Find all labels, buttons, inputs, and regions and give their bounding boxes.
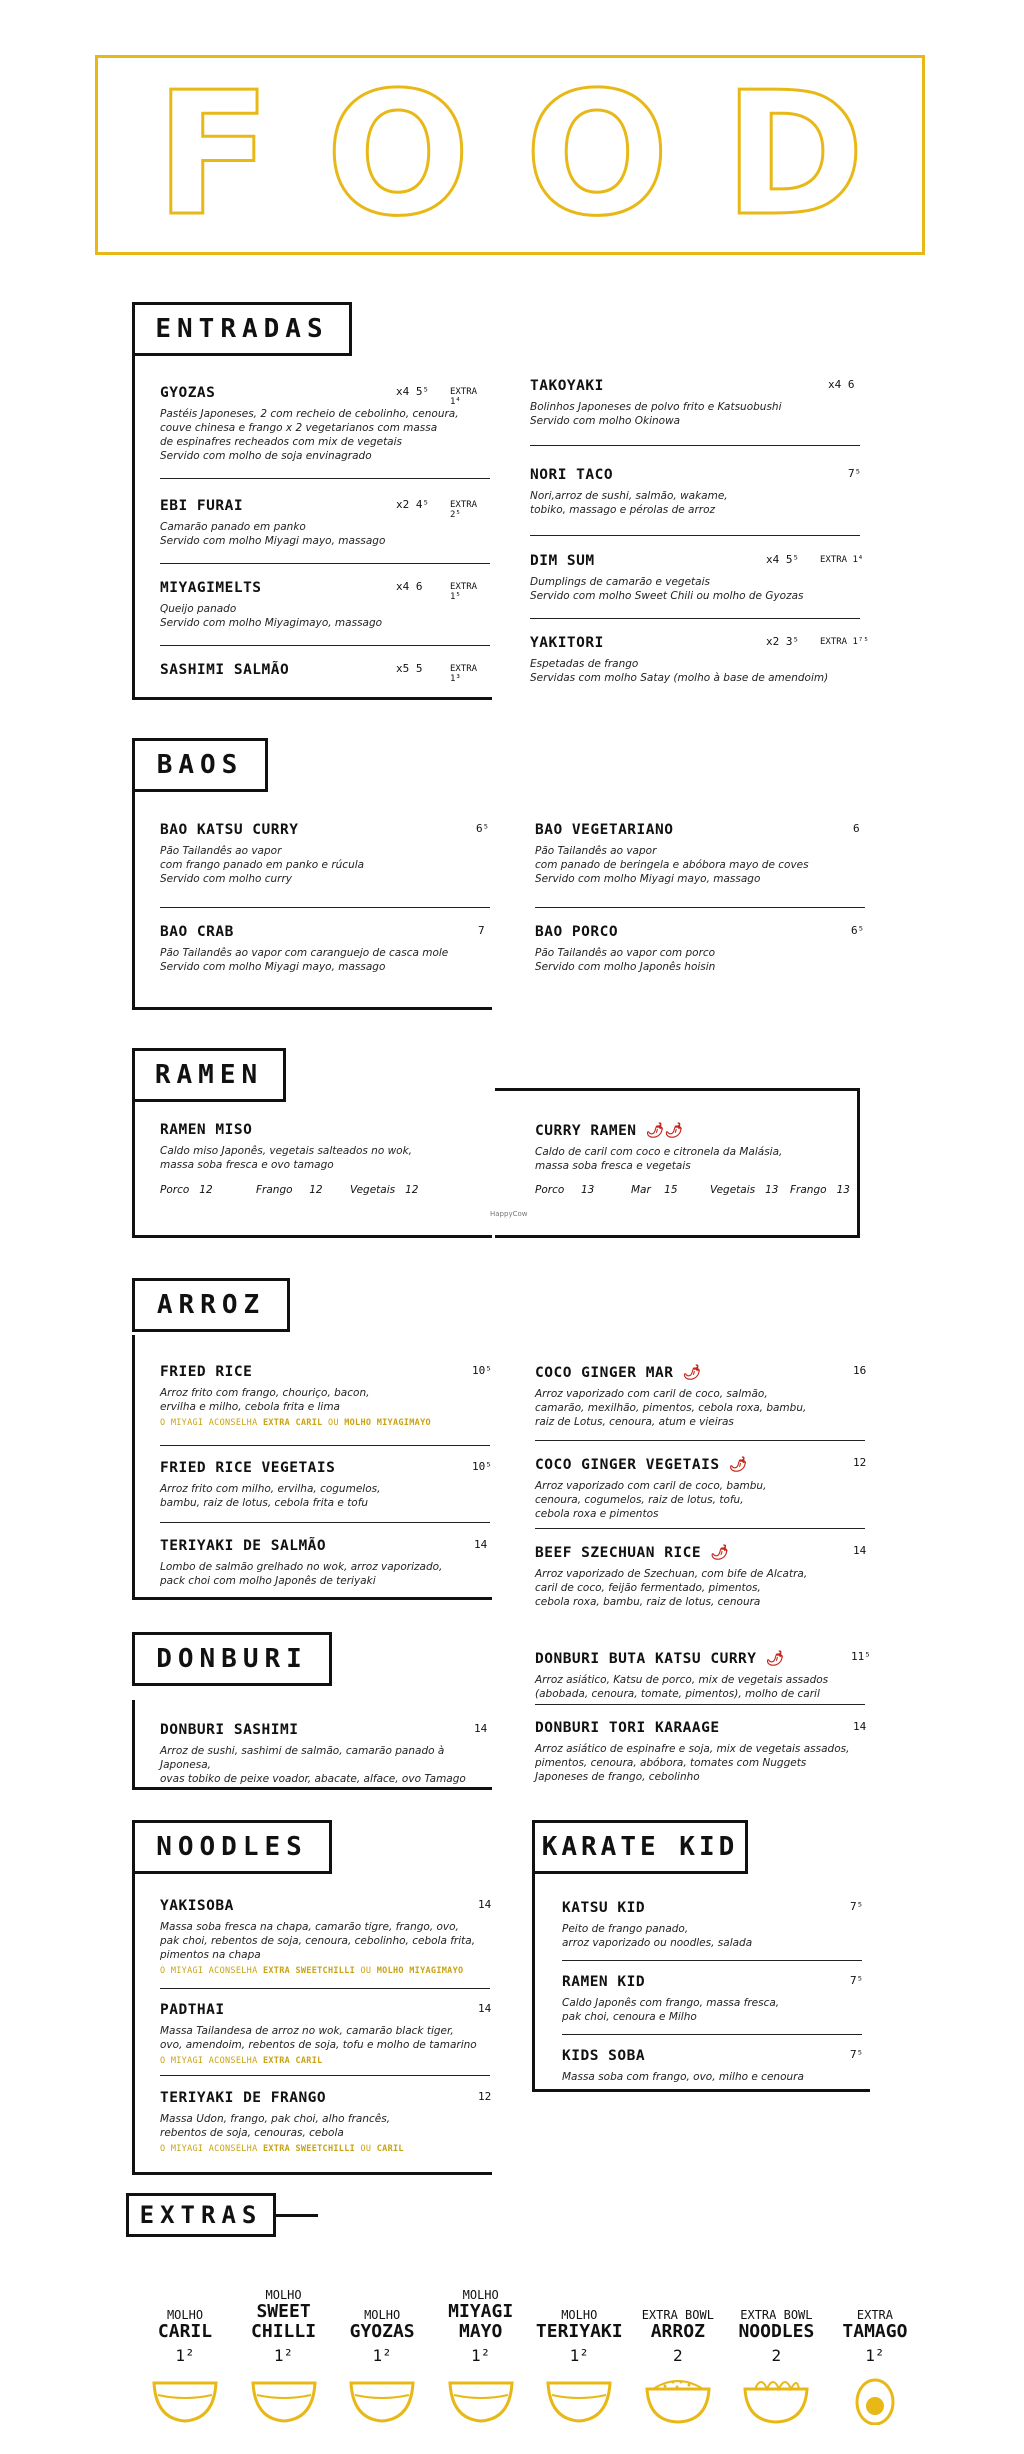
item-price: 14 xyxy=(474,1538,488,1551)
divider xyxy=(535,1440,865,1441)
extra-price: 1² xyxy=(471,2346,491,2365)
extra-type: MOLHO xyxy=(561,2308,598,2322)
extra-item-tamago xyxy=(830,2245,920,2425)
divider xyxy=(535,1528,865,1529)
menu-item xyxy=(535,924,865,974)
item-price: 14 xyxy=(478,2002,492,2015)
chili-icon: 🌶 xyxy=(682,1365,702,1381)
chili-icon: 🌶 xyxy=(710,1545,730,1561)
item-extra: EXTRA 1⁵ xyxy=(450,582,478,602)
extra-name: NOODLES xyxy=(738,2321,815,2342)
extra-item-sweet-chilli xyxy=(239,2245,329,2425)
section-title-baos: BAOS xyxy=(132,738,268,792)
variant-price: Mar 15 xyxy=(631,1184,678,1196)
item-name: MIYAGIMELTS xyxy=(160,580,262,596)
extra-name: MIYAGI MAYO xyxy=(448,2301,514,2342)
menu-item xyxy=(530,553,870,603)
extra-type: EXTRA xyxy=(856,2308,893,2322)
divider xyxy=(160,645,490,646)
egg-icon xyxy=(840,2375,910,2425)
extra-item-miyagi-mayo xyxy=(436,2245,526,2425)
extra-price: 2 xyxy=(672,2346,683,2365)
menu-item xyxy=(160,1122,480,1202)
menu-item xyxy=(530,467,860,517)
menu-item xyxy=(562,1974,862,2024)
item-description: Massa Udon, frango, pak choi, alho francês, rebentos de soja, cenouras, cebola xyxy=(160,2113,391,2139)
item-name: NORI TACO xyxy=(530,467,614,483)
extra-type: MOLHO xyxy=(166,2308,204,2322)
item-name: CURRY RAMEN 🌶🌶 xyxy=(535,1123,684,1139)
section-title-entradas: ENTRADAS xyxy=(132,302,352,356)
section-title-arroz: ARROZ xyxy=(132,1278,290,1332)
item-name: COCO GINGER MAR 🌶 xyxy=(535,1365,702,1381)
extra-price: 1² xyxy=(273,2346,294,2365)
divider xyxy=(562,1960,862,1961)
item-name: COCO GINGER VEGETAIS 🌶 xyxy=(535,1457,748,1473)
item-extra: EXTRA 1³ xyxy=(450,664,478,684)
item-description: Caldo Japonês com frango, massa fresca, pak choi, cenoura e Milho xyxy=(562,1997,780,2023)
item-price: 7⁵ xyxy=(850,1974,864,1987)
item-name: BAO PORCO xyxy=(535,924,619,940)
menu-item xyxy=(530,378,860,428)
item-extra: EXTRA 1⁴ xyxy=(450,387,478,407)
item-extra: EXTRA 1⁷⁵ xyxy=(820,637,869,647)
item-price: 14 xyxy=(853,1544,867,1557)
title-letter: D xyxy=(723,56,865,254)
item-name: DIM SUM xyxy=(530,553,595,569)
rice-bowl-icon xyxy=(643,2375,713,2425)
item-price: 6 xyxy=(853,822,860,835)
item-qty: x4 5⁵ xyxy=(766,553,800,566)
extra-item-teriyaki xyxy=(534,2245,624,2425)
divider xyxy=(160,478,490,479)
title-letter: O xyxy=(524,56,670,254)
item-price: 14 xyxy=(853,1720,867,1733)
extra-name: SWEET CHILLI xyxy=(251,2301,317,2342)
divider xyxy=(160,907,490,908)
menu-item xyxy=(160,2002,490,2066)
divider xyxy=(160,2075,490,2076)
menu-item xyxy=(530,635,870,685)
menu-item xyxy=(160,580,490,630)
item-name: BEEF SZECHUAN RICE 🌶 xyxy=(535,1545,730,1561)
item-description: Espetadas de frango Servidas com molho Satay (molho à base de amendoim) xyxy=(530,658,829,684)
chili-icon: 🌶 xyxy=(728,1457,748,1473)
menu-item xyxy=(160,1722,490,1786)
noodle-bowl-icon xyxy=(741,2375,811,2425)
bowl-icon xyxy=(347,2375,417,2425)
item-price: 14 xyxy=(474,1722,488,1735)
menu-item xyxy=(562,1900,862,1950)
divider xyxy=(160,1445,490,1446)
menu-item xyxy=(160,1898,490,1976)
divider xyxy=(160,1522,490,1523)
extra-price: 1² xyxy=(372,2346,392,2365)
extra-item-arroz xyxy=(633,2245,723,2425)
item-qty: x4 6 xyxy=(396,580,423,593)
divider xyxy=(160,1988,490,1989)
item-price: 7 xyxy=(478,924,485,937)
item-description: Bolinhos Japoneses de polvo frito e Katsuobushi Servido com molho Okinowa xyxy=(530,401,782,427)
extra-name: TERIYAKI xyxy=(535,2321,623,2342)
menu-item xyxy=(160,385,490,463)
item-description: Arroz frito com milho, ervilha, cogumelos, bambu, raiz de lotus, cebola frita e tofu xyxy=(160,1483,381,1509)
extra-name: ARROZ xyxy=(650,2321,705,2342)
divider xyxy=(160,563,490,564)
variant-price: Vegetais 12 xyxy=(350,1184,419,1196)
extra-name: GYOZAS xyxy=(349,2321,415,2342)
item-price: 14 xyxy=(478,1898,492,1911)
extra-price: 2 xyxy=(771,2346,782,2365)
menu-item xyxy=(160,2090,490,2154)
bowl-icon xyxy=(544,2375,614,2425)
divider xyxy=(530,618,860,619)
item-description: Pão Tailandês ao vapor com panado de beringela e abóbora mayo de coves Servido com molho Miyagi mayo, massago xyxy=(535,845,809,885)
menu-item xyxy=(562,2048,862,2084)
divider xyxy=(276,2214,318,2217)
item-name: YAKITORI xyxy=(530,635,604,651)
item-description: Arroz vaporizado com caril de coco, bambu, cenoura, cogumelos, raiz de lotus, tofu, cebola roxa e pimentos xyxy=(535,1480,767,1520)
item-description: Caldo de caril com coco e citronela da Malásia, massa soba fresca e vegetais xyxy=(535,1146,783,1172)
extra-name: CARIL xyxy=(157,2321,213,2342)
menu-item xyxy=(535,1544,865,1609)
item-price: 6⁵ xyxy=(851,924,865,937)
item-name: DONBURI BUTA KATSU CURRY 🌶 xyxy=(535,1651,785,1667)
item-description: Pastéis Japoneses, 2 com recheio de cebolinho, cenoura, couve chinesa e frango x 2 vegetarianos com massa de espinafres recheados com mix de vegetais Servido com molho de soja envinagrado xyxy=(160,408,459,462)
item-price: 11⁵ xyxy=(851,1650,871,1663)
item-qty: x2 4⁵ xyxy=(396,498,430,511)
menu-item xyxy=(160,498,490,548)
menu-item xyxy=(535,822,865,886)
item-description: Caldo miso Japonês, vegetais salteados no wok, massa soba fresca e ovo tamago xyxy=(160,1145,413,1171)
item-price: 10⁵ xyxy=(472,1364,492,1377)
extra-item-caril xyxy=(140,2245,230,2425)
title-letter: F xyxy=(155,56,272,254)
extra-name: TAMAGO xyxy=(842,2321,908,2342)
item-extra: EXTRA 1⁴ xyxy=(820,555,864,565)
item-description: Camarão panado em panko Servido com molho Miyagi mayo, massago xyxy=(160,521,386,547)
bowl-icon xyxy=(150,2375,220,2425)
item-description: Arroz asiático, Katsu de porco, mix de vegetais assados (abobada, cenoura, tomate, pimentos), molho de caril xyxy=(535,1674,829,1700)
menu-item xyxy=(535,1456,865,1521)
recommendation-note: O MIYAGI ACONSELHA EXTRA SWEETCHILLI OU MOLHO MIYAGIMAYO xyxy=(160,1966,464,1976)
extra-price: 1² xyxy=(865,2346,885,2365)
menu-item xyxy=(535,1650,875,1701)
bowl-icon xyxy=(249,2375,319,2425)
item-name: PADTHAI xyxy=(160,2002,225,2018)
item-description: Pão Tailandês ao vapor com frango panado em panko e rúcula Servido com molho curry xyxy=(160,845,365,885)
item-description: Arroz vaporizado com caril de coco, salmão, camarão, mexilhão, pimentos, cebola roxa, bambu, raiz de Lotus, cenoura, atum e vieiras xyxy=(535,1388,807,1428)
item-qty: x5 5 xyxy=(396,662,423,675)
item-description: Arroz de sushi, sashimi de salmão, camarão panado à Japonesa, ovas tobiko de peixe voador, abacate, alface, ovo Tamago xyxy=(160,1745,466,1785)
variant-price: Porco 13 xyxy=(535,1184,595,1196)
divider xyxy=(530,445,860,446)
extras-list xyxy=(140,2245,920,2425)
section-title-karate-kid: KARATE KID xyxy=(532,1820,748,1874)
item-name: RAMEN KID xyxy=(562,1974,646,1990)
variant-price: Porco 12 xyxy=(160,1184,213,1196)
variant-price: Frango 13 xyxy=(790,1184,850,1196)
extra-type: MOLHO xyxy=(265,2288,302,2302)
section-title-noodles: NOODLES xyxy=(132,1820,332,1874)
menu-item xyxy=(160,1364,490,1428)
extra-price: 1² xyxy=(175,2346,195,2365)
menu-item xyxy=(160,924,490,974)
menu-item xyxy=(160,1460,490,1510)
item-name: EBI FURAI xyxy=(160,498,244,514)
menu-item xyxy=(535,1720,875,1784)
item-name: DONBURI SASHIMI xyxy=(160,1722,299,1738)
item-name: FRIED RICE xyxy=(160,1364,253,1380)
item-price: 7⁵ xyxy=(850,1900,864,1913)
item-description: Dumplings de camarão e vegetais Servido com molho Sweet Chili ou molho de Gyozas xyxy=(530,576,804,602)
item-name: TERIYAKI DE FRANGO xyxy=(160,2090,327,2106)
section-title-donburi: DONBURI xyxy=(132,1632,332,1686)
item-description: Massa soba com frango, ovo, milho e cenoura xyxy=(562,2071,804,2083)
item-name: KIDS SOBA xyxy=(562,2048,646,2064)
menu-item xyxy=(535,1364,865,1429)
item-name: BAO CRAB xyxy=(160,924,234,940)
menu-item xyxy=(160,662,490,684)
item-price: 16 xyxy=(853,1364,867,1377)
extra-price: 1² xyxy=(569,2346,589,2365)
extra-type: MOLHO xyxy=(364,2308,401,2322)
divider xyxy=(530,535,860,536)
divider xyxy=(535,1704,865,1705)
bowl-icon xyxy=(446,2375,516,2425)
item-name: KATSU KID xyxy=(562,1900,646,1916)
recommendation-note: O MIYAGI ACONSELHA EXTRA CARIL OU MOLHO MIYAGIMAYO xyxy=(160,1418,431,1428)
item-name: GYOZAS xyxy=(160,385,216,401)
item-name: TAKOYAKI xyxy=(530,378,604,394)
item-name: TERIYAKI DE SALMÃO xyxy=(160,1538,327,1554)
item-name: BAO VEGETARIANO xyxy=(535,822,674,838)
item-description: Peito de frango panado, arroz vaporizado ou noodles, salada xyxy=(562,1923,753,1949)
variant-price: Frango 12 xyxy=(256,1184,323,1196)
item-name: FRIED RICE VEGETAIS xyxy=(160,1460,336,1476)
item-extra: EXTRA 2⁵ xyxy=(450,500,478,520)
title-letter: O xyxy=(325,56,471,254)
extra-item-gyozas xyxy=(337,2245,427,2425)
menu-item xyxy=(160,1538,490,1588)
extra-type: MOLHO xyxy=(462,2288,499,2302)
item-price: 6⁵ xyxy=(476,822,490,835)
menu-item xyxy=(160,822,490,886)
item-price: 10⁵ xyxy=(472,1460,492,1473)
item-price: 12 xyxy=(853,1456,867,1469)
item-price: 12 xyxy=(478,2090,492,2103)
item-name: RAMEN MISO xyxy=(160,1122,253,1138)
item-description: Queijo panado Servido com molho Miyagimayo, massago xyxy=(160,603,383,629)
item-name: BAO KATSU CURRY xyxy=(160,822,299,838)
recommendation-note: O MIYAGI ACONSELHA EXTRA CARIL xyxy=(160,2056,323,2066)
item-qty: x4 5⁵ xyxy=(396,385,430,398)
item-description: Arroz frito com frango, chouriço, bacon, ervilha e milho, cebola frita e lima xyxy=(160,1387,370,1413)
divider xyxy=(562,2034,862,2035)
section-title-ramen: RAMEN xyxy=(132,1048,286,1102)
item-qty: x4 6 xyxy=(828,378,855,391)
watermark: HappyCow xyxy=(490,1210,528,1218)
item-qty: x2 3⁵ xyxy=(766,635,800,648)
recommendation-note: O MIYAGI ACONSELHA EXTRA SWEETCHILLI OU CARIL xyxy=(160,2144,404,2154)
item-description: Massa Tailandesa de arroz no wok, camarão black tiger, ovo, amendoim, rebentos de soja, tofu e molho de tamarino xyxy=(160,2025,477,2051)
variant-price: Vegetais 13 xyxy=(710,1184,779,1196)
item-description: Pão Tailandês ao vapor com porco Servido com molho Japonês hoisin xyxy=(535,947,716,973)
extra-item-noodles xyxy=(731,2245,821,2425)
item-price: 7⁵ xyxy=(848,467,862,480)
item-price: 7⁵ xyxy=(850,2048,864,2061)
item-name: SASHIMI SALMÃO xyxy=(160,662,290,678)
item-description: Arroz vaporizado de Szechuan, com bife de Alcatra, caril de coco, feijão fermentado, pimentos, cebola roxa, bambu, raiz de lotus, cenoura xyxy=(535,1568,808,1608)
item-description: Nori,arroz de sushi, salmão, wakame, tobiko, massago e pérolas de arroz xyxy=(530,490,728,516)
extra-type: EXTRA BOWL xyxy=(740,2308,813,2322)
extra-type: EXTRA BOWL xyxy=(641,2308,714,2322)
section-title-extras: EXTRAS xyxy=(126,2193,276,2237)
chili-icon: 🌶🌶 xyxy=(645,1123,684,1139)
item-name: DONBURI TORI KARAAGE xyxy=(535,1720,720,1736)
divider xyxy=(535,907,865,908)
item-description: Lombo de salmão grelhado no wok, arroz vaporizado, pack choi com molho Japonês de teriyaki xyxy=(160,1561,443,1587)
item-description: Massa soba fresca na chapa, camarão tigre, frango, ovo, pak choi, rebentos de soja, cenoura, cebolinho, cebola frita, pimentos na chapa xyxy=(160,1921,476,1961)
title-banner xyxy=(95,55,925,255)
item-description: Pão Tailandês ao vapor com caranguejo de casca mole Servido com molho Miyagi mayo, massago xyxy=(160,947,449,973)
item-name: YAKISOBA xyxy=(160,1898,234,1914)
item-description: Arroz asiático de espinafre e soja, mix de vegetais assados, pimentos, cenoura, abóbora, tomates com Nuggets Japoneses de frango, cebolinho xyxy=(535,1743,850,1783)
chili-icon: 🌶 xyxy=(765,1651,785,1667)
menu-item xyxy=(535,1122,855,1202)
